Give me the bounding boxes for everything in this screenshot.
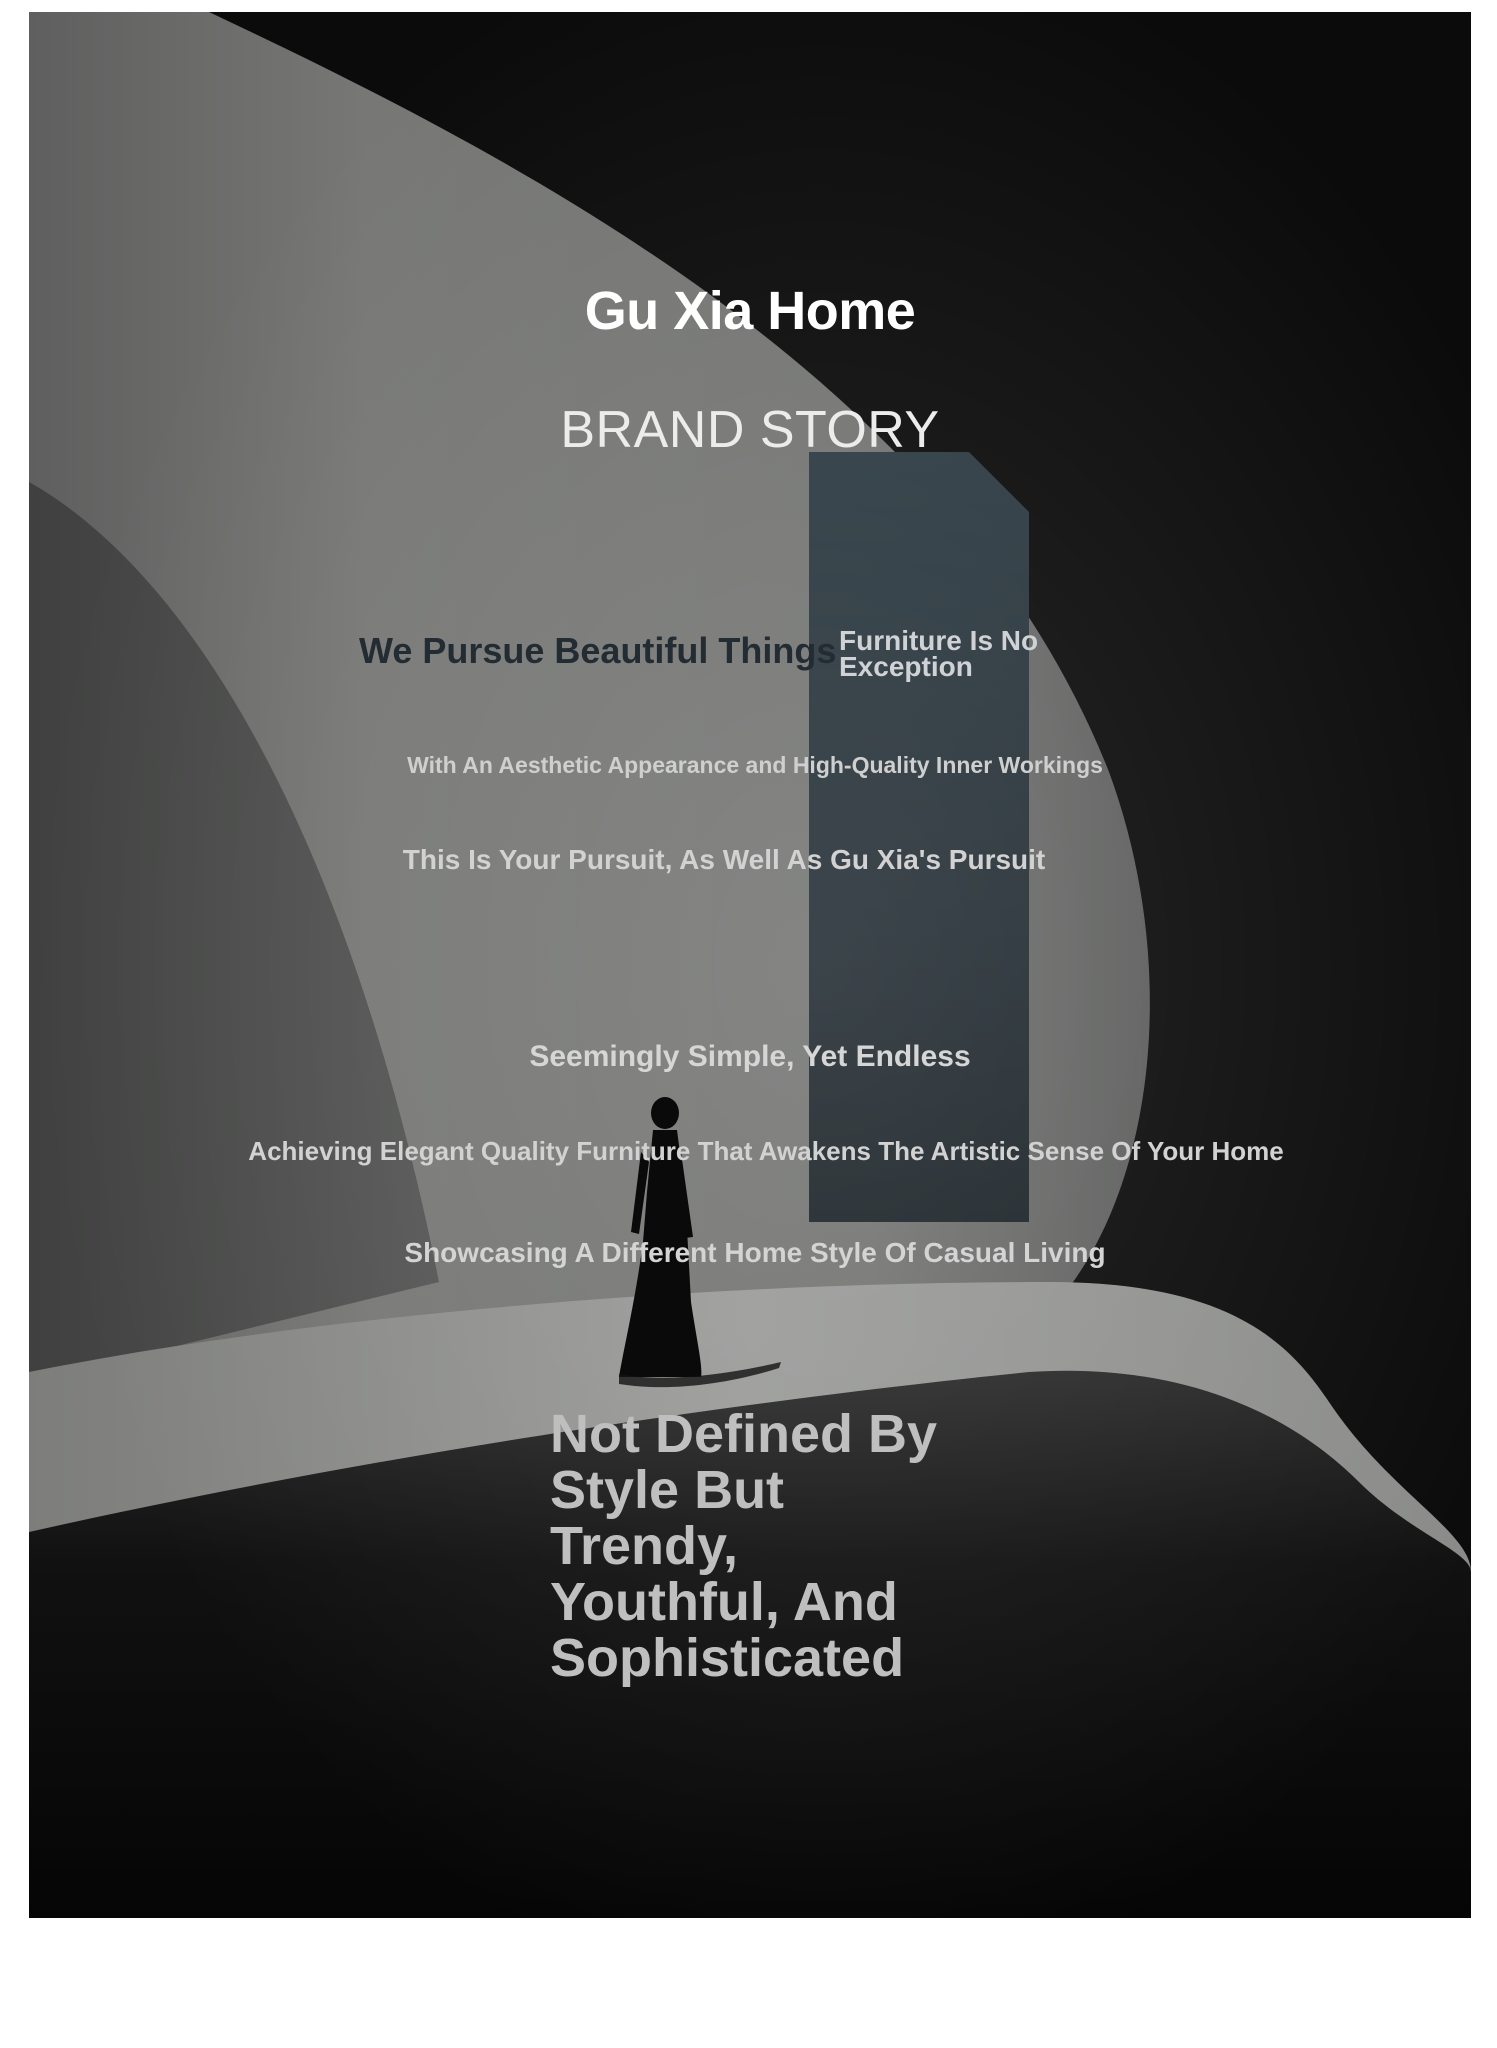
story-line-showcasing: Showcasing A Different Home Style Of Casual Living	[404, 1237, 1106, 1268]
brand-name: Gu Xia Home	[584, 281, 916, 341]
story-line-achieving: Achieving Elegant Quality Furniture That Awakens The Artistic Sense Of Your Home	[248, 1136, 1284, 1166]
story-line-pursue: We Pursue Beautiful Things	[359, 630, 837, 671]
story-line-aesthetic: With An Aesthetic Appearance and High-Quality Inner Workings	[407, 752, 1103, 778]
section-title: BRAND STORY	[560, 401, 940, 459]
story-line-simple: Seemingly Simple, Yet Endless	[529, 1040, 971, 1073]
story-line-your-pursuit: This Is Your Pursuit, As Well As Gu Xia's Pursuit	[402, 844, 1046, 875]
story-line-defined: Not Defined By Style But Trendy, Youthful, And Sophisticated	[550, 1404, 938, 1688]
hero-banner	[29, 12, 1471, 1918]
story-line-furniture: Furniture Is No Exception	[839, 625, 1039, 682]
